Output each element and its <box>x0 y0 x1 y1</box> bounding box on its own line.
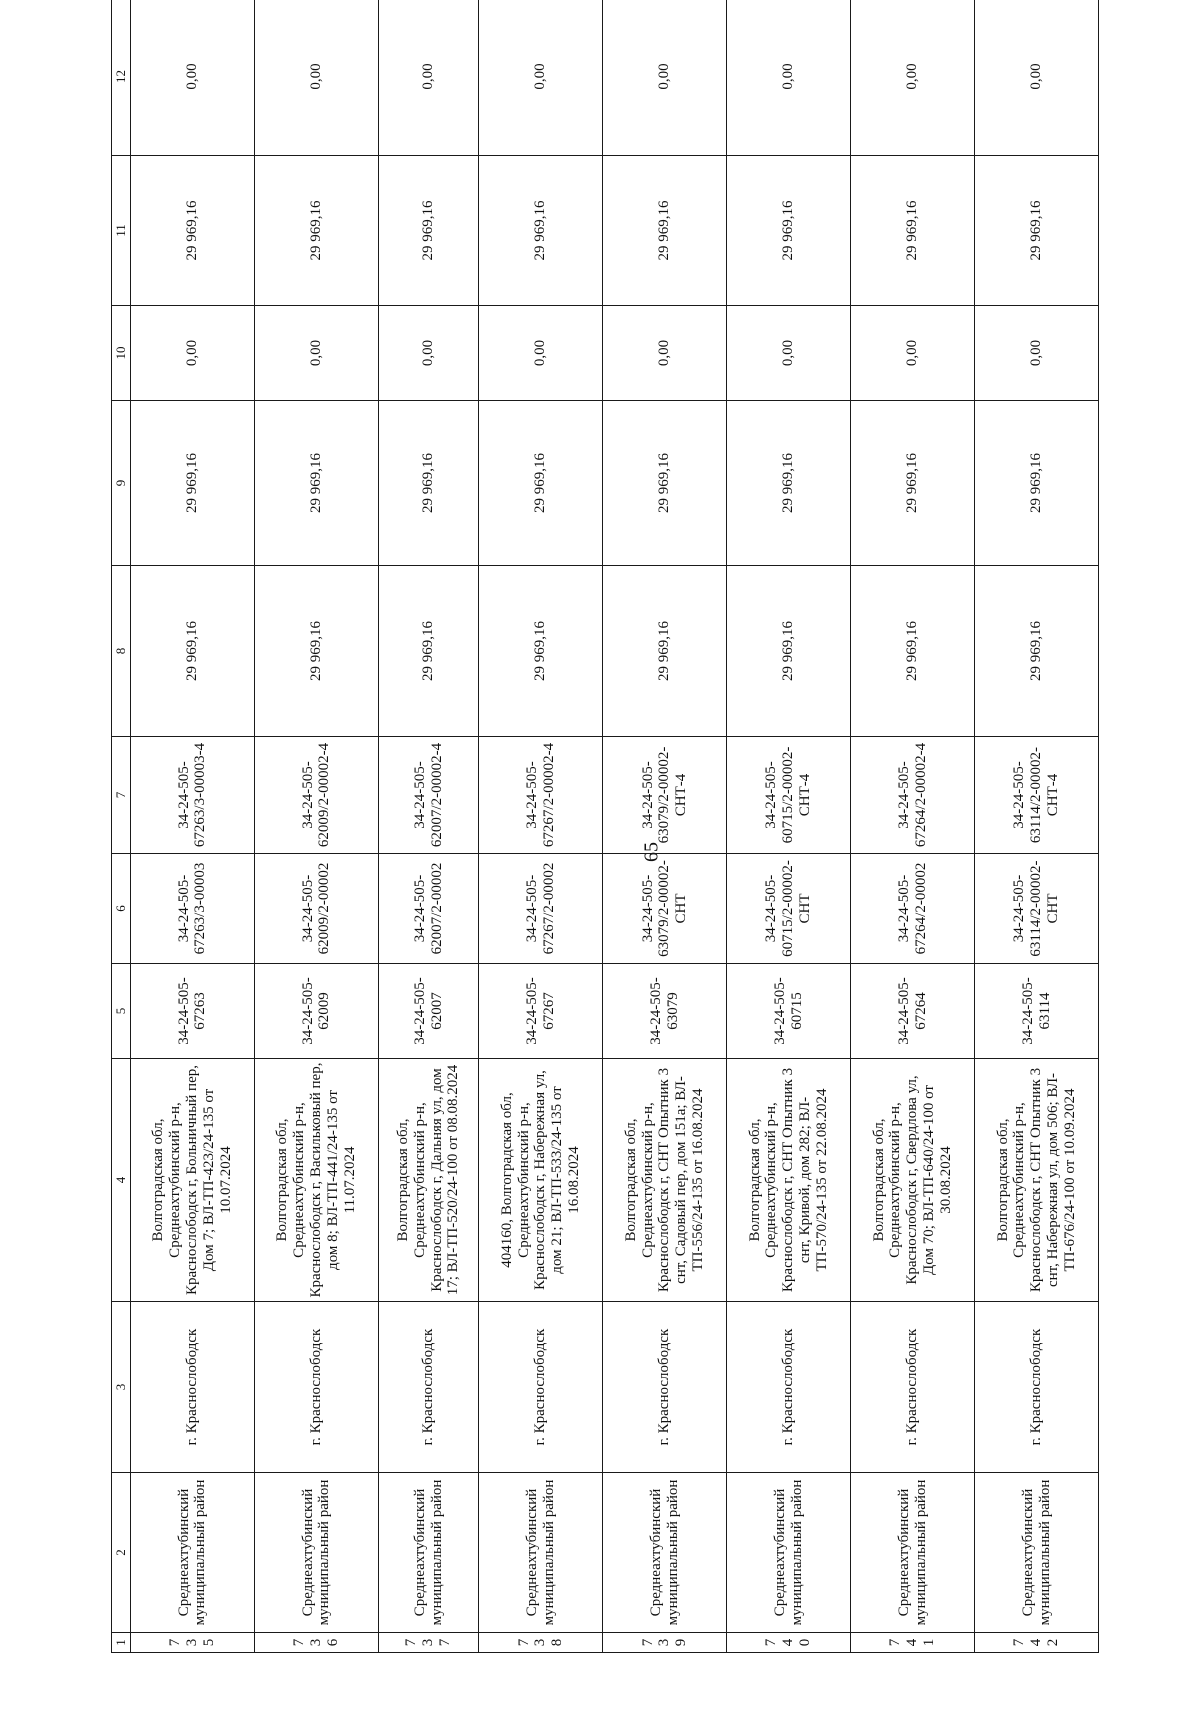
settlement-cell: г. Краснослободск <box>479 1302 603 1473</box>
column-number-header: 3 <box>112 1302 131 1473</box>
amount-col10-cell: 0,00 <box>378 306 479 401</box>
table-body <box>112 0 1099 1653</box>
column-number-header: 6 <box>112 854 131 964</box>
page-number: 65 <box>640 842 663 862</box>
cadastral-block-cell: 34-24-505-63114 <box>975 964 1099 1059</box>
amount-col11-cell: 29 969,16 <box>727 156 851 306</box>
amount-col12-cell: 0,00 <box>727 0 851 156</box>
amount-col10-cell: 0,00 <box>603 306 727 401</box>
cadastral-block-cell: 34-24-505-62007 <box>378 964 479 1059</box>
district-cell: Среднеахтубинский муниципальный район <box>975 1473 1099 1633</box>
column-number-header: 11 <box>112 156 131 306</box>
object-id-cell: 34-24-505-67267/2-00002 <box>479 854 603 964</box>
amount-col12-cell: 0,00 <box>479 0 603 156</box>
object-sub-id-cell: 34-24-505-63114/2-00002-СНТ-4 <box>975 737 1099 854</box>
row-number-cell: 739 <box>603 1633 727 1653</box>
object-sub-id-cell: 34-24-505-62009/2-00002-4 <box>254 737 378 854</box>
table-row <box>378 0 479 1653</box>
amount-col8-cell: 29 969,16 <box>378 566 479 737</box>
district-cell: Среднеахтубинский муниципальный район <box>378 1473 479 1633</box>
object-sub-id-cell: 34-24-505-62007/2-00002-4 <box>378 737 479 854</box>
amount-col8-cell: 29 969,16 <box>975 566 1099 737</box>
cadastral-block-cell: 34-24-505-63079 <box>603 964 727 1059</box>
amount-col11-cell: 29 969,16 <box>975 156 1099 306</box>
amount-col9-cell: 29 969,16 <box>851 401 975 566</box>
address-contract-cell: Волгоградская обл, Среднеахтубинский р-н, Краснослободск г, Больничный пер, Дом 7; ВЛ-ТП-423/24-135 от 10.07.2024 <box>131 1059 255 1302</box>
district-cell: Среднеахтубинский муниципальный район <box>851 1473 975 1633</box>
table-row <box>131 0 255 1653</box>
amount-col12-cell: 0,00 <box>975 0 1099 156</box>
district-cell: Среднеахтубинский муниципальный район <box>727 1473 851 1633</box>
amount-col12-cell: 0,00 <box>603 0 727 156</box>
cadastral-block-cell: 34-24-505-67263 <box>131 964 255 1059</box>
amount-col9-cell: 29 969,16 <box>254 401 378 566</box>
district-cell: Среднеахтубинский муниципальный район <box>603 1473 727 1633</box>
column-number-header: 8 <box>112 566 131 737</box>
settlement-cell: г. Краснослободск <box>378 1302 479 1473</box>
table-row <box>254 0 378 1653</box>
row-number-cell: 741 <box>851 1633 975 1653</box>
amount-col12-cell: 0,00 <box>131 0 255 156</box>
object-sub-id-cell: 34-24-505-67267/2-00002-4 <box>479 737 603 854</box>
address-contract-cell: Волгоградская обл, Среднеахтубинский р-н, Краснослободск г, СНТ Опытник 3 снт, Садовый пер, дом 151а; ВЛ-ТП-556/24-135 от 16.08.2024 <box>603 1059 727 1302</box>
object-id-cell: 34-24-505-62007/2-00002 <box>378 854 479 964</box>
amount-col11-cell: 29 969,16 <box>378 156 479 306</box>
address-contract-cell: Волгоградская обл, Среднеахтубинский р-н, Краснослободск г, СНТ Опытник 3 снт, Кривой, дом 282; ВЛ-ТП-570/24-135 от 22.08.2024 <box>727 1059 851 1302</box>
amount-col9-cell: 29 969,16 <box>975 401 1099 566</box>
object-id-cell: 34-24-505-67264/2-00002 <box>851 854 975 964</box>
settlement-cell: г. Краснослободск <box>975 1302 1099 1473</box>
object-sub-id-cell: 34-24-505-63079/2-00002-СНТ-4 <box>603 737 727 854</box>
object-id-cell: 34-24-505-63079/2-00002-СНТ <box>603 854 727 964</box>
district-cell: Среднеахтубинский муниципальный район <box>254 1473 378 1633</box>
amount-col10-cell: 0,00 <box>975 306 1099 401</box>
settlement-cell: г. Краснослободск <box>131 1302 255 1473</box>
district-cell: Среднеахтубинский муниципальный район <box>479 1473 603 1633</box>
amount-col9-cell: 29 969,16 <box>479 401 603 566</box>
amount-col10-cell: 0,00 <box>254 306 378 401</box>
row-number-cell: 737 <box>378 1633 479 1653</box>
row-number-cell: 738 <box>479 1633 603 1653</box>
column-number-header: 12 <box>112 0 131 156</box>
table-row <box>975 0 1099 1653</box>
object-sub-id-cell: 34-24-505-60715/2-00002-СНТ-4 <box>727 737 851 854</box>
column-number-header: 2 <box>112 1473 131 1633</box>
amount-col8-cell: 29 969,16 <box>254 566 378 737</box>
amount-col12-cell: 0,00 <box>851 0 975 156</box>
table-row <box>727 0 851 1653</box>
amount-col10-cell: 0,00 <box>131 306 255 401</box>
amount-col12-cell: 0,00 <box>254 0 378 156</box>
amount-col9-cell: 29 969,16 <box>727 401 851 566</box>
amount-col8-cell: 29 969,16 <box>603 566 727 737</box>
district-cell: Среднеахтубинский муниципальный район <box>131 1473 255 1633</box>
address-contract-cell: Волгоградская обл, Среднеахтубинский р-н, Краснослободск г, СНТ Опытник 3 снт, Набережная ул, дом 506; ВЛ-ТП-676/24-100 от 10.09.2024 <box>975 1059 1099 1302</box>
cadastral-block-cell: 34-24-505-67264 <box>851 964 975 1059</box>
address-contract-cell: Волгоградская обл, Среднеахтубинский р-н, Краснослободск г, Васильковый пер, дом 8; ВЛ-ТП-441/24-135 от 11.07.2024 <box>254 1059 378 1302</box>
table-row <box>851 0 975 1653</box>
settlement-cell: г. Краснослободск <box>254 1302 378 1473</box>
settlement-cell: г. Краснослободск <box>603 1302 727 1473</box>
column-number-header: 1 <box>112 1633 131 1653</box>
amount-col10-cell: 0,00 <box>851 306 975 401</box>
amount-col8-cell: 29 969,16 <box>851 566 975 737</box>
cadastral-block-cell: 34-24-505-67267 <box>479 964 603 1059</box>
amount-col11-cell: 29 969,16 <box>479 156 603 306</box>
amount-col11-cell: 29 969,16 <box>131 156 255 306</box>
amount-col11-cell: 29 969,16 <box>603 156 727 306</box>
row-number-cell: 740 <box>727 1633 851 1653</box>
address-contract-cell: Волгоградская обл, Среднеахтубинский р-н, Краснослободск г, Свердлова ул, Дом 70; ВЛ-ТП-640/24-100 от 30.08.2024 <box>851 1059 975 1302</box>
address-contract-cell: 404160, Волгоградская обл, Среднеахтубинский р-н, Краснослободск г, Набережная ул, дом 21; ВЛ-ТП-533/24-135 от 16.08.2024 <box>479 1059 603 1302</box>
column-number-header: 5 <box>112 964 131 1059</box>
amount-col12-cell: 0,00 <box>378 0 479 156</box>
settlement-cell: г. Краснослободск <box>851 1302 975 1473</box>
cadastral-block-cell: 34-24-505-62009 <box>254 964 378 1059</box>
column-number-header: 4 <box>112 1059 131 1302</box>
amount-col10-cell: 0,00 <box>479 306 603 401</box>
amount-col10-cell: 0,00 <box>727 306 851 401</box>
amount-col8-cell: 29 969,16 <box>727 566 851 737</box>
object-id-cell: 34-24-505-60715/2-00002-СНТ <box>727 854 851 964</box>
row-number-cell: 742 <box>975 1633 1099 1653</box>
rotated-table-wrapper <box>111 63 1099 1653</box>
object-id-cell: 34-24-505-67263/3-00003 <box>131 854 255 964</box>
column-number-header: 10 <box>112 306 131 401</box>
row-number-cell: 735 <box>131 1633 255 1653</box>
amount-col9-cell: 29 969,16 <box>603 401 727 566</box>
amount-col11-cell: 29 969,16 <box>254 156 378 306</box>
settlement-cell: г. Краснослободск <box>727 1302 851 1473</box>
amount-col9-cell: 29 969,16 <box>378 401 479 566</box>
address-contract-cell: Волгоградская обл, Среднеахтубинский р-н, Краснослободск г, Дальняя ул, дом 17; ВЛ-ТП-520/24-100 от 08.08.2024 <box>378 1059 479 1302</box>
row-number-cell: 736 <box>254 1633 378 1653</box>
amount-col11-cell: 29 969,16 <box>851 156 975 306</box>
object-id-cell: 34-24-505-63114/2-00002-СНТ <box>975 854 1099 964</box>
column-number-header: 9 <box>112 401 131 566</box>
object-id-cell: 34-24-505-62009/2-00002 <box>254 854 378 964</box>
object-sub-id-cell: 34-24-505-67263/3-00003-4 <box>131 737 255 854</box>
registry-table <box>111 0 1099 1653</box>
header-row <box>112 0 131 1653</box>
amount-col9-cell: 29 969,16 <box>131 401 255 566</box>
table-row <box>479 0 603 1653</box>
object-sub-id-cell: 34-24-505-67264/2-00002-4 <box>851 737 975 854</box>
amount-col8-cell: 29 969,16 <box>131 566 255 737</box>
cadastral-block-cell: 34-24-505-60715 <box>727 964 851 1059</box>
table-row <box>603 0 727 1653</box>
column-number-header: 7 <box>112 737 131 854</box>
amount-col8-cell: 29 969,16 <box>479 566 603 737</box>
